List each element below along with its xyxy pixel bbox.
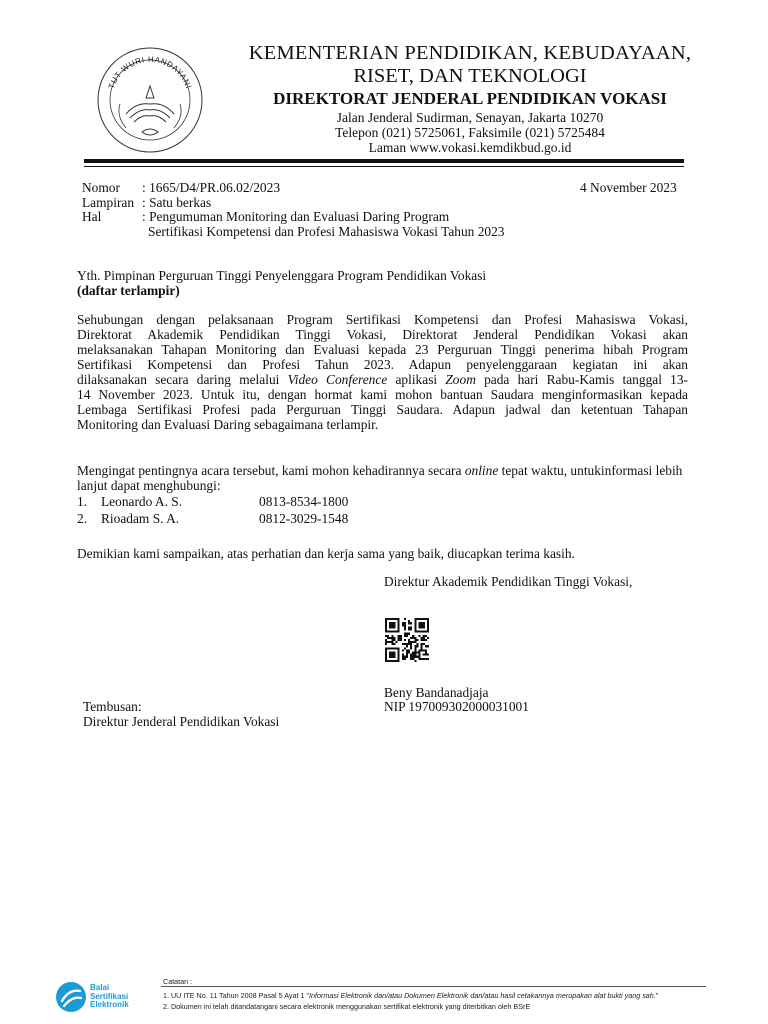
tembusan-item: Direktur Jenderal Pendidikan Vokasi [83, 714, 280, 729]
bsre-logo-line: Sertifikasi [90, 991, 129, 1001]
address: Jalan Jenderal Sudirman, Senayan, Jakarta 10270 [336, 110, 604, 125]
text-run-italic: Informasi Elektronik dan/atau Dokumen Elektronik dan/atau hasil cetakannya merupakan alat bukti yang sah. [309, 991, 656, 1000]
logo-motto: TUT WURI HANDAYANI [106, 54, 194, 91]
recipient-line1: Yth. Pimpinan Perguruan Tinggi Penyelenggara Program Pendidikan Vokasi [77, 268, 487, 283]
bsre-logo-line: Elektronik [90, 1000, 129, 1010]
paragraph-line: Sehubungan dengan pelaksanaan Program Sertifikasi Kompetensi dan Profesi Mahasiswa Vokasi, [77, 312, 688, 327]
bsre-logo-line: Balai [90, 983, 110, 992]
paragraph-line [77, 372, 688, 387]
letterhead-divider-thick [84, 159, 684, 163]
website: Laman www.vokasi.kemdikbud.go.id [368, 140, 572, 155]
tembusan-label: Tembusan: [83, 699, 142, 714]
text-run-italic: online [464, 463, 499, 478]
footer-note-1 [163, 991, 658, 1000]
phone-fax: Telepon (021) 5725061, Faksimile (021) 5725484 [335, 125, 605, 140]
text-run: " [655, 991, 659, 1000]
paragraph-line: Direktorat Akademik Pendidikan Tinggi Vokasi, Direktorat Jenderal Pendidikan Vokasi akan [77, 327, 688, 342]
qr-code-signature [385, 618, 429, 662]
nomor-value: : 1665/D4/PR.06.02/2023 [142, 180, 281, 195]
signatory-title: Direktur Akademik Pendidikan Tinggi Vokasi, [384, 574, 633, 589]
letter-date: 4 November 2023 [580, 180, 677, 195]
bsre-logo-text [90, 984, 129, 1010]
tut-wuri-handayani-logo [96, 44, 204, 156]
body-paragraph-1 [77, 312, 688, 432]
recipient-line2: (daftar terlampir) [77, 283, 180, 298]
signatory-name: Beny Bandanadjaja [384, 685, 489, 700]
contact-name: Leonardo A. S. [101, 494, 183, 509]
paragraph-line: melaksanakan Tahapan Monitoring dan Evaluasi kepada 23 Perguruan Tinggi penerima hibah Program [77, 342, 688, 357]
text-run: 1. UU ITE No. 11 Tahun 2008 Pasal 5 Ayat 1 " [163, 991, 309, 1000]
text-run: tepat waktu, untukinformasi lebih [498, 463, 683, 478]
lampiran-label: Lampiran [82, 195, 135, 210]
contact-name: Rioadam S. A. [101, 511, 180, 526]
paragraph-line: 14 November 2023. Untuk itu, dengan hormat kami mohon bantuan Saudara menginformasikan kepada [77, 387, 688, 402]
text-run: pada hari Rabu-Kamis tanggal 13- [475, 372, 688, 387]
letterhead-divider-thin [84, 166, 684, 167]
text-run: dilaksanakan secara daring melalui [77, 372, 288, 387]
text-run: aplikasi [387, 372, 446, 387]
text-run-italic: Video Conference [287, 372, 388, 387]
ministry-name-line2: RISET, DAN TEKNOLOGI [353, 65, 587, 87]
paragraph-line: Lembaga Sertifikasi Profesi pada Perguruan Tinggi Saudara. Adapun jadwal dan ketentuan Tahapan [77, 402, 688, 417]
paragraph-line: Sertifikasi Kompetensi dan Profesi Tahun 2023. Adapun penyelenggaraan kegiatan ini akan [77, 357, 688, 372]
ministry-name-line1: KEMENTERIAN PENDIDIKAN, KEBUDAYAAN, [248, 42, 692, 64]
footer-note-2: 2. Dokumen ini telah ditandatangani secara elektronik menggunakan sertifikat elektronik yang diterbitkan oleh BSrE [163, 1002, 531, 1011]
contact-phone: 0813-8534-1800 [259, 494, 349, 509]
paragraph-line: Monitoring dan Evaluasi Daring sebagaimana terlampir. [77, 417, 379, 432]
closing-sentence: Demikian kami sampaikan, atas perhatian dan kerja sama yang baik, diucapkan terima kasih. [77, 546, 575, 561]
text-run: Mengingat pentingnya acara tersebut, kami mohon kehadirannya secara [77, 463, 465, 478]
footer-catatan-label: Catatan : [163, 977, 193, 986]
text-run-italic: Zoom [445, 372, 476, 387]
hal-value-line1: : Pengumuman Monitoring dan Evaluasi Daring Program [142, 209, 450, 224]
hal-value-line2: Sertifikasi Kompetensi dan Profesi Mahasiswa Vokasi Tahun 2023 [148, 224, 505, 239]
directorate-name: DIREKTORAT JENDERAL PENDIDIKAN VOKASI [273, 89, 667, 108]
body-paragraph-2-line2: lanjut dapat menghubungi: [77, 478, 221, 493]
contact-number: 1. [77, 494, 88, 509]
contact-number: 2. [77, 511, 88, 526]
footer-divider [161, 986, 706, 987]
bsre-logo-icon [55, 981, 87, 1013]
lampiran-value: : Satu berkas [142, 195, 212, 210]
nomor-label: Nomor [82, 180, 120, 195]
body-paragraph-2-line1 [77, 463, 682, 478]
hal-label: Hal [82, 209, 102, 224]
contact-phone: 0812-3029-1548 [259, 511, 349, 526]
signatory-nip: NIP 197009302000031001 [384, 699, 529, 714]
